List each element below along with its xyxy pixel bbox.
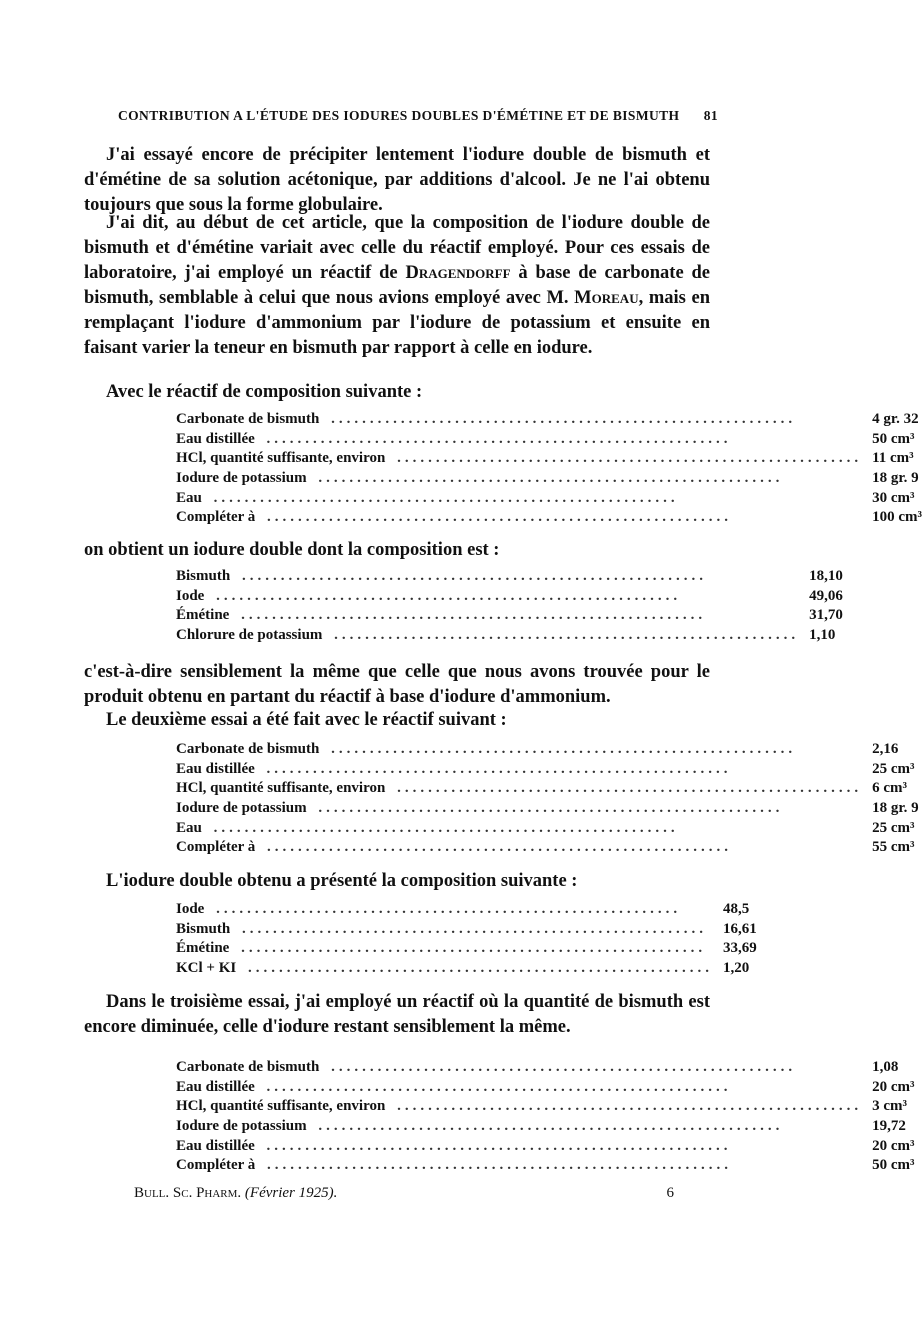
dot-leader: ............................................................ [258, 1137, 732, 1154]
row-label-cell [176, 1058, 862, 1078]
row-label: Bismuth [176, 921, 234, 937]
paragraph-2-part-b: à base de carbonate de bismuth, semblable à celui que nous avions employé avec M. [84, 263, 711, 308]
paragraph-2 [84, 211, 710, 361]
row-label: Iodure de potassium [176, 470, 311, 486]
row-label-cell [176, 779, 862, 799]
table-row [176, 760, 919, 780]
row-value: 18 gr. 9 [872, 800, 919, 817]
dot-leader: ............................................................ [258, 1078, 732, 1095]
row-label: Carbonate de bismuth [176, 741, 323, 757]
table-row [176, 1058, 914, 1078]
table-row [176, 410, 922, 430]
dot-leader: ............................................................ [310, 470, 784, 487]
dot-leader: ............................................................ [208, 901, 682, 918]
row-label-cell [176, 1156, 862, 1176]
footer-citation [134, 1185, 337, 1202]
row-label-cell [176, 760, 862, 780]
row-label: Eau distillée [176, 761, 259, 777]
dot-leader: ............................................................ [234, 568, 707, 585]
row-value: 1,10 [809, 627, 836, 644]
running-header [118, 108, 718, 124]
row-label-cell [176, 959, 713, 979]
row-value: 4 gr. 32 [872, 411, 919, 428]
paragraph-7: L'iodure double obtenu a présenté la composition suivante : [106, 871, 578, 891]
row-label: Chlorure de potassium [176, 627, 326, 643]
row-label: Eau distillée [176, 1138, 259, 1154]
dot-leader: ............................................................ [208, 587, 682, 604]
row-label: Eau [176, 820, 206, 836]
row-value: 50 cm³ [872, 430, 915, 447]
table-row [176, 587, 843, 607]
table-row [176, 818, 919, 838]
row-value: 55 cm³ [872, 839, 915, 856]
table-row [176, 920, 783, 940]
row-label-cell [176, 838, 862, 858]
row-value: 3 cm³ [872, 1098, 907, 1115]
table-row [176, 449, 922, 469]
row-label-cell [176, 488, 862, 508]
row-label: Iode [176, 588, 208, 604]
row-label: HCl, quantité suffisante, environ [176, 780, 389, 796]
paragraph-4: on obtient un iodure double dont la composition est : [84, 540, 500, 560]
table-row [176, 838, 919, 858]
row-value: 18,10 [809, 568, 843, 585]
row-value: 48,5 [722, 901, 750, 918]
dot-leader: ............................................................ [258, 760, 732, 777]
row-value: 25 cm³ [872, 760, 915, 777]
row-value: 16,61 [722, 920, 757, 937]
row-label: KCl + KI [176, 960, 240, 976]
dot-leader: ............................................................ [323, 411, 797, 428]
table-row [176, 939, 783, 959]
table-row [176, 959, 783, 979]
table-row [176, 1136, 914, 1156]
row-label: Bismuth [176, 568, 234, 584]
row-label: Compléter à [176, 1157, 259, 1173]
journal-issue: (Février 1925). [244, 1185, 338, 1201]
table-row [176, 469, 922, 489]
row-label-cell [176, 1097, 862, 1117]
dot-leader: ............................................................ [389, 450, 863, 467]
paragraph-3: Avec le réactif de composition suivante : [106, 382, 423, 402]
running-title: CONTRIBUTION A L'ÉTUDE DES IODURES DOUBLES D'ÉMÉTINE ET DE BISMUTH [118, 108, 680, 123]
row-label-cell [176, 567, 799, 587]
paragraph-1: J'ai essayé encore de précipiter lentement l'iodure double de bismuth et d'émétine de sa solution acétonique, par additions d'alcool. Je ne l'ai obtenu toujours que sous la forme globulaire. [84, 145, 710, 215]
row-label: Eau [176, 490, 206, 506]
journal-name: Bull. Sc. Pharm. [134, 1185, 242, 1201]
dot-leader: ............................................................ [240, 960, 713, 977]
row-label: Eau distillée [176, 431, 259, 447]
dot-leader: ............................................................ [389, 1098, 863, 1115]
row-label-cell [176, 587, 799, 607]
composition-table-2 [176, 900, 783, 978]
dot-leader: ............................................................ [259, 839, 733, 856]
composition-table-1 [176, 567, 843, 645]
dot-leader: ............................................................ [205, 819, 679, 836]
page-number: 81 [703, 108, 718, 123]
row-value: 11 cm³ [872, 450, 914, 467]
dot-leader: ............................................................ [323, 1059, 797, 1076]
table-row [176, 779, 919, 799]
dot-leader: ............................................................ [259, 509, 733, 526]
page-footer [134, 1185, 674, 1202]
row-label-cell [176, 430, 862, 450]
row-value: 49,06 [809, 587, 843, 604]
row-label: HCl, quantité suffisante, environ [176, 450, 389, 466]
row-label-cell [176, 508, 862, 528]
row-value: 1,20 [722, 960, 750, 977]
table-row [176, 799, 919, 819]
row-label: Compléter à [176, 509, 259, 525]
row-label-cell [176, 410, 862, 430]
row-label-cell [176, 626, 799, 646]
table-row [176, 626, 843, 646]
table-row [176, 740, 919, 760]
paragraph-5: c'est-à-dire sensiblement la même que celle que nous avons trouvée pour le produit obtenu en partant du réactif à base d'iodure d'ammonium. [84, 662, 710, 707]
paragraph-8: Dans le troisième essai, j'ai employé un réactif où la quantité de bismuth est encore diminuée, celle d'iodure restant sensiblement la même. [84, 992, 710, 1037]
row-label: Iodure de potassium [176, 1118, 311, 1134]
paragraph-2-part-a: J'ai dit, au début de cet article, que la composition de l'iodure double de bismuth et d'émétine variait avec celle du réactif employé. Pour ces essais de laboratoire, j'ai employé un réactif de [84, 213, 710, 283]
row-value: 1,08 [872, 1059, 899, 1076]
row-label: Carbonate de bismuth [176, 1059, 323, 1075]
dot-leader: ............................................................ [233, 940, 707, 957]
row-label-cell [176, 1078, 862, 1098]
paragraph-6: Le deuxième essai a été fait avec le réactif suivant : [106, 710, 507, 730]
table-row [176, 508, 922, 528]
table-row [176, 1117, 914, 1137]
table-row [176, 606, 843, 626]
row-label-cell [176, 900, 713, 920]
table-row [176, 1078, 914, 1098]
row-label-cell [176, 799, 862, 819]
row-label-cell [176, 818, 862, 838]
row-label-cell [176, 939, 713, 959]
reagent-table-1 [176, 410, 922, 528]
dot-leader: ............................................................ [233, 607, 707, 624]
row-label: Eau distillée [176, 1079, 259, 1095]
dot-leader: ............................................................ [326, 627, 800, 644]
table-row [176, 1097, 914, 1117]
row-label-cell [176, 740, 862, 760]
dot-leader: ............................................................ [259, 1157, 733, 1174]
row-value: 6 cm³ [872, 780, 907, 797]
reagent-table-3 [176, 1058, 914, 1176]
row-label: Émétine [176, 607, 233, 623]
author-name-dragendorff: Dragendorff [405, 263, 511, 283]
row-value: 18 gr. 9 [872, 470, 919, 487]
row-label-cell [176, 1136, 862, 1156]
row-value: 50 cm³ [872, 1157, 915, 1174]
row-value: 30 cm³ [872, 489, 915, 506]
row-value: 31,70 [809, 607, 843, 624]
row-value: 20 cm³ [872, 1137, 915, 1154]
dot-leader: ............................................................ [389, 780, 863, 797]
row-label: HCl, quantité suffisante, environ [176, 1098, 389, 1114]
row-value: 2,16 [872, 741, 899, 758]
signature-mark: 6 [666, 1185, 674, 1201]
row-value: 20 cm³ [872, 1078, 915, 1095]
dot-leader: ............................................................ [258, 430, 732, 447]
dot-leader: ............................................................ [234, 920, 707, 937]
row-label: Carbonate de bismuth [176, 411, 323, 427]
table-row [176, 430, 922, 450]
paragraph-2-part-c: , mais en remplaçant l'iodure d'ammonium par l'iodure de potassium et ensuite en faisant varier la teneur en bismuth par rapport à celle en iodure. [84, 288, 711, 358]
table-row [176, 1156, 914, 1176]
row-value: 33,69 [722, 940, 757, 957]
row-label-cell [176, 1117, 862, 1137]
table-row [176, 567, 843, 587]
row-label-cell [176, 449, 862, 469]
row-label: Émétine [176, 940, 233, 956]
row-label: Compléter à [176, 839, 259, 855]
dot-leader: ............................................................ [205, 489, 679, 506]
row-label: Iode [176, 901, 208, 917]
row-label-cell [176, 469, 862, 489]
reagent-table-2 [176, 740, 919, 858]
table-row [176, 900, 783, 920]
author-name-moreau: Moreau [574, 288, 639, 308]
row-label-cell [176, 606, 799, 626]
dot-leader: ............................................................ [310, 800, 784, 817]
row-value: 19,72 [872, 1118, 906, 1135]
row-label-cell [176, 920, 713, 940]
dot-leader: ............................................................ [310, 1118, 784, 1135]
dot-leader: ............................................................ [323, 741, 797, 758]
row-value: 100 cm³ [872, 509, 922, 526]
row-label: Iodure de potassium [176, 800, 311, 816]
table-row [176, 488, 922, 508]
row-value: 25 cm³ [872, 819, 915, 836]
